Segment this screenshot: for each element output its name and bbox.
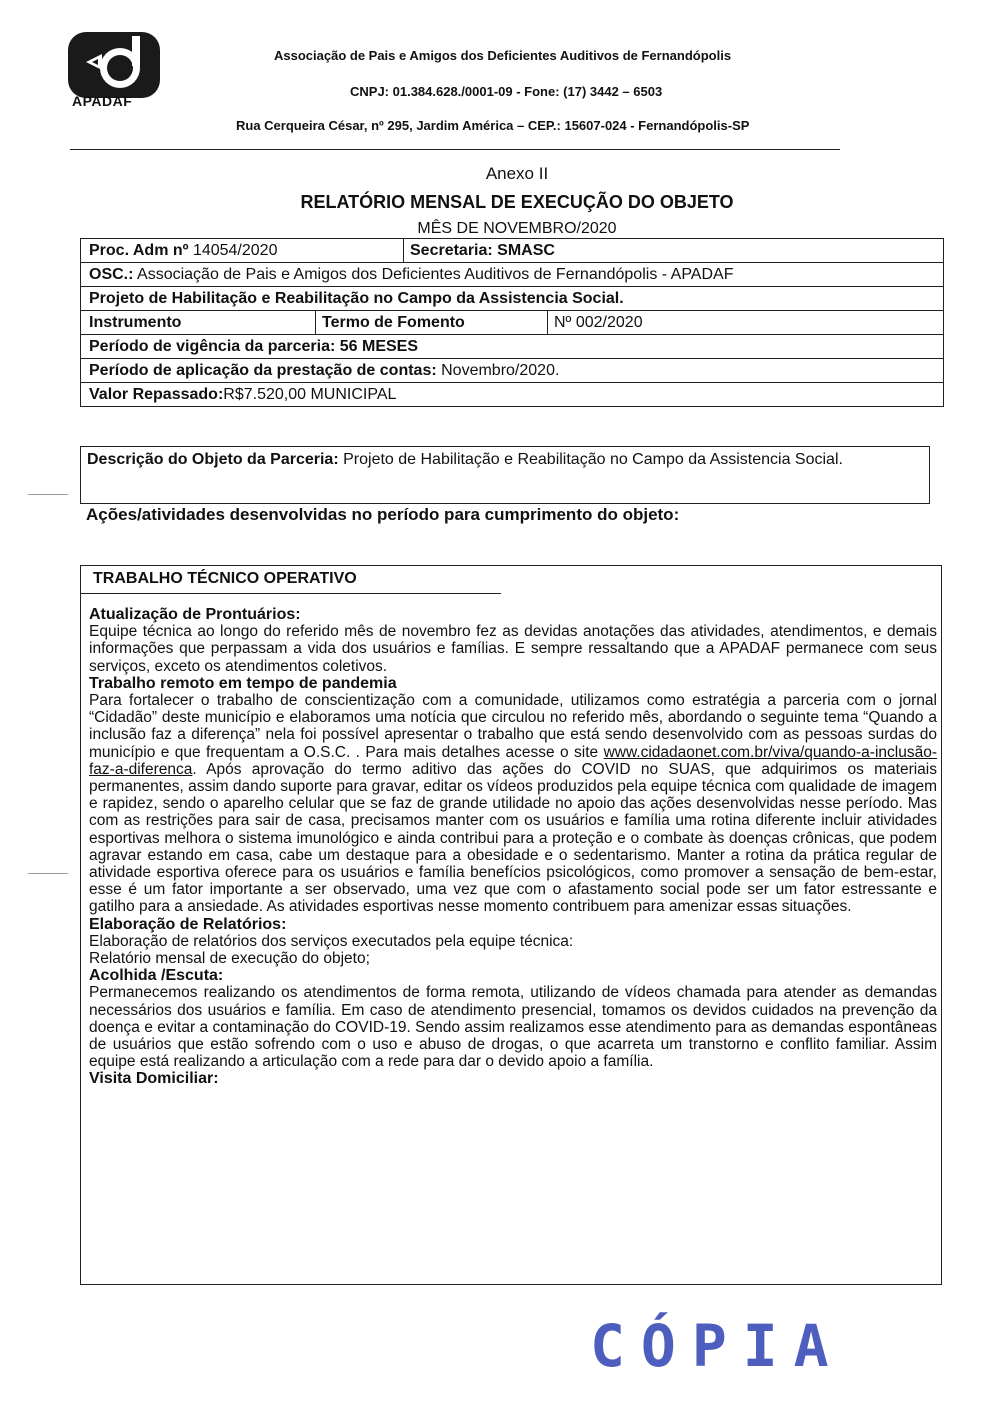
relatorios-line-1: Elaboração de relatórios dos serviços executados pela equipe técnica: <box>89 932 574 950</box>
proc-value: 14054/2020 <box>192 242 278 259</box>
trabalho-content <box>89 606 937 1088</box>
descricao-label: Descrição do Objeto da Parceria: <box>87 451 339 468</box>
report-month: MÊS DE NOVEMBRO/2020 <box>417 220 617 237</box>
logo-text: APADAF <box>72 93 133 109</box>
numero-value: 002/2020 <box>575 314 643 331</box>
trabalho-title: TRABALHO TÉCNICO OPERATIVO <box>93 570 357 587</box>
section-text-prontuarios: Equipe técnica ao longo do referido mês de novembro fez as devidas anotações das atividades, atendimentos, e demais informações que perpassam a vida dos usuários e famílias. E sempre ressaltando que a APADAF permanece com seus serviços, exceto os atendimentos coletivos. <box>89 623 937 675</box>
termo-label: Termo de Fomento <box>322 314 465 331</box>
osc-value: Associação de Pais e Amigos dos Deficientes Auditivos de Fernandópolis - APADAF <box>137 266 734 283</box>
annex-title: Anexo II <box>485 164 549 183</box>
trabalho-remoto-text-a: Para fortalecer o trabalho de conscientização com a comunidade, utilizamos como estratégia a parceria com o jornal “Cidadão” deste município e elaboramos uma notícia que circulou no referido mês, abordando o seguinte tema “Quando a inclusão faz a diferença” nela foi possível apresentar o trabalho que está sendo desenvolvido com as pessoas surdas do município e que frequentam a O.S.C. . Para mais detalhes acesse o site <box>89 692 937 761</box>
margin-mark <box>28 494 68 495</box>
cnpj-phone: CNPJ: 01.384.628./0001-09 - Fone: (17) 3442 – 6503 <box>350 84 663 99</box>
aplicacao-label: Período de aplicação da prestação de contas: <box>89 362 437 379</box>
section-title-prontuarios: Atualização de Prontuários: <box>89 606 301 623</box>
row-proc <box>81 239 943 263</box>
address: Rua Cerqueira César, nº 295, Jardim América – CEP.: 15607-024 - Fernandópolis-SP <box>236 118 750 133</box>
section-text-acolhida: Permanecemos realizando os atendimentos de forma remota, utilizando de vídeos chamada para atender as demandas necessários dos usuários e família. Em caso de atendimento presencial, tomamos os devidos cuidados na prevenção da doença e evitar a contaminação do COVID-19. Sendo assim realizamos esse atendimento para as demandas espontâneas de usuários que estão sofrendo com o uso e abuso de drogas, o que acarreta um transtorno e conflito familiar. Assim equipe está realizando a articulação com a rede para dar o devido apoio a família. <box>89 984 937 1071</box>
projeto: Projeto de Habilitação e Reabilitação no Campo da Assistencia Social. <box>89 290 624 307</box>
section-title-visita: Visita Domiciliar: <box>89 1070 219 1088</box>
instrumento-label: Instrumento <box>89 314 182 331</box>
section-text-trabalho-remoto <box>89 692 937 916</box>
margin-mark <box>28 873 68 874</box>
aplicacao-value: Novembro/2020. <box>441 362 560 379</box>
acoes-label: Ações/atividades desenvolvidas no período para cumprimento do objeto: <box>86 505 680 524</box>
descricao-value: Projeto de Habilitação e Reabilitação no Campo da Assistencia Social. <box>343 451 843 468</box>
row-vigencia <box>81 335 943 359</box>
row-osc <box>81 263 943 287</box>
valor-label: Valor Repassado: <box>89 386 224 403</box>
section-title-relatorios: Elaboração de Relatórios: <box>89 915 287 933</box>
org-name: Associação de Pais e Amigos dos Deficientes Auditivos de Fernandópolis <box>274 48 732 63</box>
numero-label: Nº <box>554 314 572 331</box>
secretaria: Secretaria: SMASC <box>410 242 555 259</box>
cidadaonet-link[interactable]: www.cidadaonet.com.br/viva/quando-a-inclusão-faz-a-diferenca <box>89 743 937 778</box>
section-title-trabalho-remoto: Trabalho remoto em tempo de pandemia <box>89 674 397 692</box>
relatorios-line-2: Relatório mensal de execução do objeto; <box>89 950 370 968</box>
osc-label: OSC.: <box>89 266 134 283</box>
row-instrumento <box>81 311 943 335</box>
header-divider <box>70 149 840 150</box>
info-table <box>80 238 944 407</box>
trabalho-title-underline <box>81 593 501 594</box>
row-valor <box>81 383 943 406</box>
valor-value: R$7.520,00 MUNICIPAL <box>223 386 397 403</box>
copia-stamp: CÓPIA <box>590 1312 845 1380</box>
trabalho-remoto-text-b: . Após aprovação do termo aditivo das ações do COVID no SUAS, que adquirimos os materiais permanentes, assim dando suporte para gravar, editar os vídeos produzidos pela equipe técnica com qualidade de imagem e rapidez, sendo o aparelho celular que se faz de grande utilidade no apoio das ações desenvolvidas nesse período. Mas com as restrições para sair de casa, precisamos manter com os usuários e família uma rotina diferente incluir atividades esportivas melhora o sistema imunológico e ainda contribui para a proteção e o combate às doenças crônicas, que podem agravar estando em casa, cabe um destaque para a obesidade e o sedentarismo. Manter a rotina da prática regular de atividade esportiva oferece para os usuários e família benefícios psicológicos, como promover a sensação de bem-estar, esse é um fator importante a ser observado, uma vez que com o afastamento social pode ser um fator estressante e gatilho para a ansiedade. As atividades esportivas nesse momento contribuem para amenizar essas situações. <box>89 760 937 916</box>
section-title-acolhida: Acolhida /Escuta: <box>89 967 224 985</box>
report-title: RELATÓRIO MENSAL DE EXECUÇÃO DO OBJETO <box>300 192 734 212</box>
descricao-box <box>80 446 930 504</box>
row-projeto <box>81 287 943 311</box>
vigencia: Período de vigência da parceria: 56 MESES <box>89 338 419 355</box>
trabalho-box <box>80 565 942 1285</box>
row-aplicacao <box>81 359 943 383</box>
proc-label: Proc. Adm nº <box>89 242 189 259</box>
